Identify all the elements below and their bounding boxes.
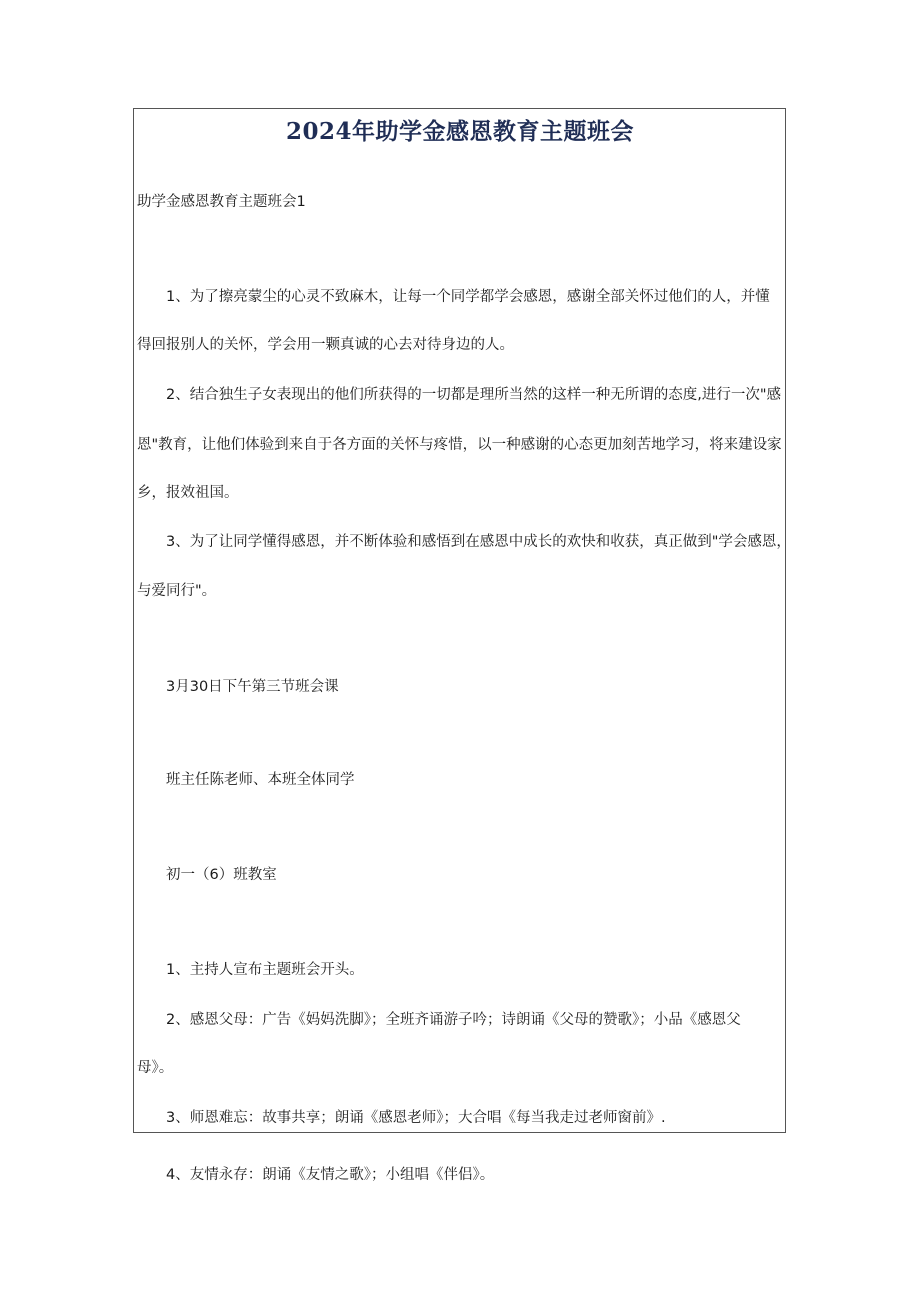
procedure-3: 3、师恩难忘：故事共享；朗诵《感恩老师》；大合唱《每当我走过老师窗前》. [166,1110,666,1126]
purpose-1-line-2: 得回报别人的关怀，学会用一颗真诚的心去对待身边的人。 [137,337,514,353]
procedure-2-line-2: 母》。 [137,1060,174,1076]
procedure-2-line-1: 2、感恩父母：广告《妈妈洗脚》；全班齐诵游子吟；诗朗诵《父母的赞歌》；小品《感恩父 [166,1012,741,1028]
section-subtitle: 助学金感恩教育主题班会1 [137,194,306,210]
purpose-3-line-2: 与爱同行"。 [137,583,217,599]
purpose-2-line-1: 2、结合独生子女表现出的他们所获得的一切都是理所当然的这样一种无所谓的态度,进行一次"感 [166,387,782,403]
procedure-1: 1、主持人宣布主题班会开头。 [166,962,364,978]
meeting-location: 初一（6）班教室 [166,867,277,883]
meeting-participants: 班主任陈老师、本班全体同学 [166,772,355,788]
meeting-time: 3月30日下午第三节班会课 [166,679,339,695]
purpose-2-line-2: 恩"教育，让他们体验到来自于各方面的关怀与疼惜，以一种感谢的心态更加刻苦地学习，将来建设家 [137,437,782,453]
document-title: 2024年助学金感恩教育主题班会 [285,118,634,145]
purpose-3-line-1: 3、为了让同学懂得感恩，并不断体验和感悟到在感恩中成长的欢快和收获，真正做到"学会感恩， [166,534,791,550]
purpose-2-line-3: 乡，报效祖国。 [137,485,239,501]
purpose-1-line-1: 1、为了擦亮蒙尘的心灵不致麻木，让每一个同学都学会感恩，感谢全部关怀过他们的人，并懂 [166,289,770,305]
procedure-4: 4、友情永存：朗诵《友情之歌》；小组唱《伴侣》。 [166,1167,495,1183]
